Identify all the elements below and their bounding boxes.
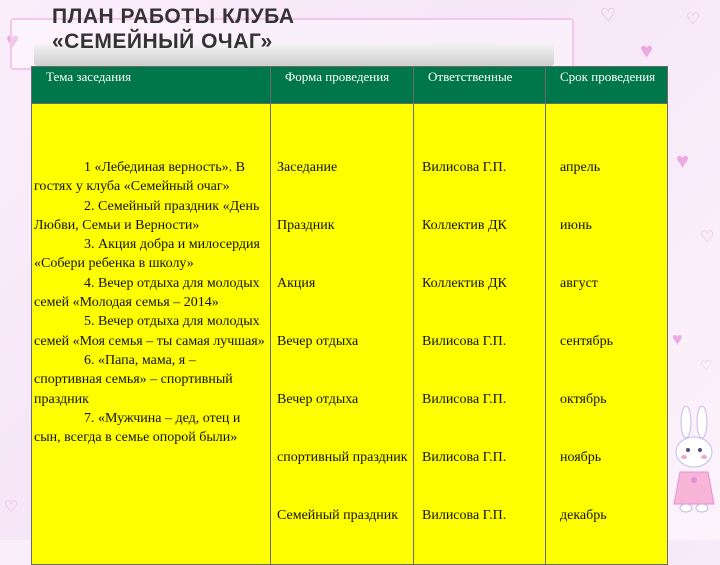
heart-icon: ♥ [6, 28, 20, 53]
page-title-line-2: «СЕМЕЙНЫЙ ОЧАГ» [52, 30, 273, 53]
responsible-item: Вилисова Г.П. [422, 392, 507, 407]
header-responsible: Ответственные [414, 67, 546, 104]
heart-icon: ♡ [700, 359, 713, 374]
topic-item: 4. Вечер отдыха для молодых семей «Молодая семья – 2014» [34, 275, 260, 311]
header-topic: Тема заседания [32, 67, 271, 104]
form-item: Семейный праздник [277, 508, 399, 523]
heart-icon: ♥ [672, 329, 683, 349]
responsible-item: Вилисова Г.П. [422, 450, 507, 465]
form-item: Заседание [277, 160, 338, 175]
form-item: Вечер отдыха [277, 334, 359, 349]
form-column [271, 104, 414, 565]
topic-item: 3. Акция добра и милосердия «Собери ребенка в школу» [34, 237, 260, 272]
form-item: Праздник [277, 218, 335, 233]
page-title-line-1: ПЛАН РАБОТЫ КЛУБА [52, 5, 295, 28]
heart-icon: ♡ [700, 229, 715, 246]
page-title [52, 4, 295, 54]
table-row [32, 104, 668, 565]
responsible-item: Коллектив ДК [422, 276, 507, 291]
heart-icon: ♡ [600, 5, 617, 25]
term-item: декабрь [560, 508, 607, 523]
header-form: Форма проведения [271, 67, 414, 104]
form-item: спортивный праздник [277, 450, 408, 465]
topic-item: 7. «Мужчина – дед, отец и сын, всегда в семье опорой были» [34, 410, 241, 446]
responsible-item: Вилисова Г.П. [422, 334, 507, 349]
form-item: Акция [277, 276, 316, 291]
form-item: Вечер отдыха [277, 392, 359, 407]
topic-item: 6. «Папа, мама, я – спортивная семья» – спортивный праздник [34, 352, 233, 407]
term-item: сентябрь [560, 334, 613, 349]
responsible-column [414, 104, 546, 565]
heart-icon: ♡ [4, 499, 19, 516]
responsible-item: Вилисова Г.П. [422, 508, 507, 523]
bunny-illustration [668, 400, 720, 520]
term-item: август [560, 276, 598, 291]
heart-icon: ♥ [676, 148, 690, 173]
topic-item: 2. Семейный праздник «День Любви, Семьи и Верности» [34, 198, 260, 233]
topic-item: 1 «Лебединая верность». В гостях у клуба «Семейный очаг» [34, 160, 245, 195]
header-term: Срок проведения [546, 67, 668, 104]
heart-icon: ♡ [686, 11, 701, 28]
term-item: апрель [560, 160, 601, 175]
term-item: июнь [560, 218, 592, 233]
heart-icon: ♥ [640, 38, 654, 63]
topic-column [32, 104, 271, 565]
responsible-item: Вилисова Г.П. [422, 160, 507, 175]
topic-item: 5. Вечер отдыха для молодых семей «Моя семья – ты самая лучшая» [34, 314, 265, 349]
term-item: ноябрь [560, 450, 602, 465]
table-header-row [32, 67, 668, 104]
term-column [546, 104, 668, 565]
term-item: октябрь [560, 392, 607, 407]
responsible-item: Коллектив ДК [422, 218, 507, 233]
club-plan-table [31, 66, 668, 565]
